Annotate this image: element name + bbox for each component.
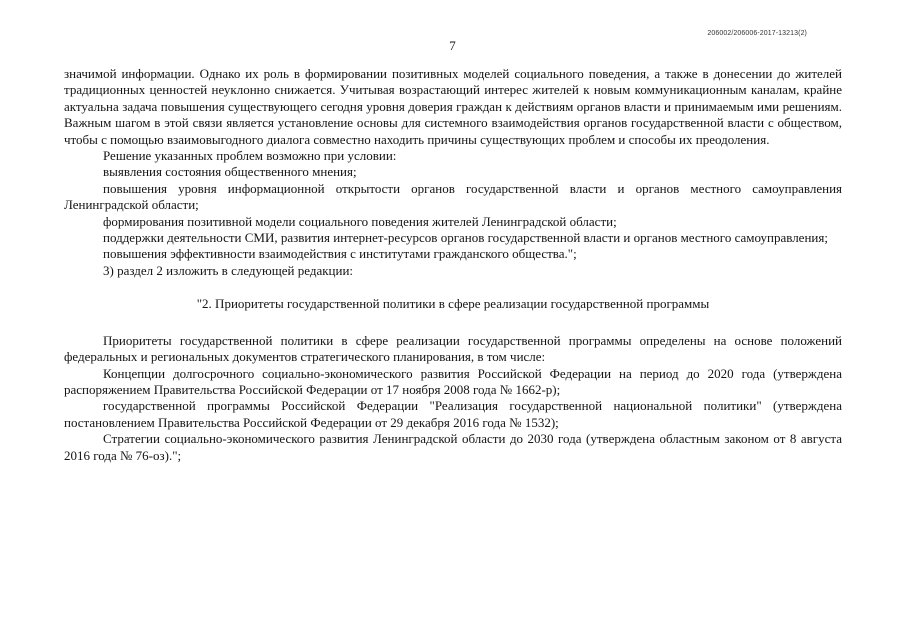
section-heading: "2. Приоритеты государственной политики в сфере реализации государственной программы [196, 296, 710, 312]
page-number: 7 [449, 38, 456, 53]
paragraph-12: Стратегии социально-экономического развития Ленинградской области до 2030 года (утверждена областным законом от 8 августа 2016 года № 76-оз)."; [64, 431, 842, 463]
paragraph-1: значимой информации. Однако их роль в формировании позитивных моделей социального поведения, а также в донесении до жителей традиционных ценностей неуклонно снижается. Учитывая возрастающий интерес жителей к новым коммуникационным каналам, крайне актуальна задача повышения существующего сегодня уровня доверия граждан к действиям органов власти и принимаемым ими решениям. Важным шагом в этой связи является установление основы для системного взаимодействия органов государственной власти с обществом, чтобы с помощью взаимовыгодного диалога совместно находить причины существующих проблем и способы их преодоления. [64, 66, 842, 147]
paragraph-4: повышения уровня информационной открытости органов государственной власти и органов местного самоуправления Ленинградской области; [64, 180, 842, 213]
paragraph-2: Решение указанных проблем возможно при условии: [103, 148, 397, 164]
paragraph-6: поддержки деятельности СМИ, развития интернет-ресурсов органов государственной власти и органов местного самоуправления; [103, 230, 828, 246]
paragraph-9: Приоритеты государственной политики в сфере реализации государственной программы определены на основе положений федеральных и региональных документов стратегического планирования, в том числе: [64, 332, 842, 365]
paragraphs-after-heading [64, 333, 842, 464]
document-body [64, 66, 842, 464]
paragraph-7: повышения эффективности взаимодействия с институтами гражданского общества."; [103, 246, 577, 262]
paragraph-8: 3) раздел 2 изложить в следующей редакции: [103, 262, 354, 278]
paragraphs-before-heading [64, 66, 842, 279]
paragraph-5: формирования позитивной модели социального поведения жителей Ленинградской области; [103, 213, 617, 229]
paragraph-11: государственной программы Российской Федерации "Реализация государственной национальной политики" (утверждена постановлением Правительства Российской Федерации от 29 декабря 2016 года № 1532); [64, 398, 842, 430]
paragraph-10: Концепции долгосрочного социально-экономического развития Российской Федерации на период до 2020 года (утверждена распоряжением Правительства Российской Федерации от 17 ноября 2008 года № 1662-р); [64, 365, 842, 397]
paragraph-3: выявления состояния общественного мнения; [103, 164, 357, 180]
document-id: 206002/206006-2017-13213(2) [707, 30, 807, 37]
